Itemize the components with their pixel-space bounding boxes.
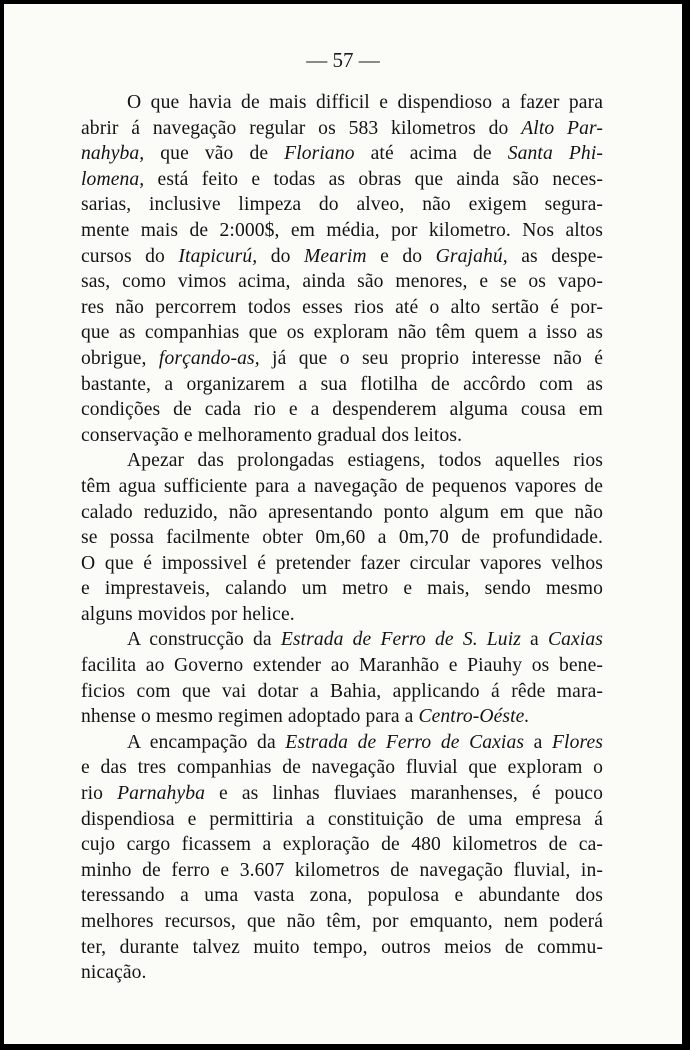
- text-run: a: [520, 629, 548, 651]
- book-page: [4, 4, 682, 1044]
- text-run: res não percorrem todos esses rios até o alto sertão é por-: [81, 296, 603, 318]
- italic-text: Centro-Oéste.: [418, 706, 530, 728]
- text-line: [81, 858, 603, 884]
- text-run: obrigue,: [81, 347, 159, 369]
- italic-text: Caxias: [547, 629, 603, 651]
- text-line: [81, 755, 603, 781]
- text-line: [81, 730, 603, 756]
- text-run: do: [257, 245, 304, 267]
- text-run: bastante, a organizarem a sua flotilha de accôrdo com as: [81, 373, 603, 395]
- text-run: e imprestaveis, calando um metro e mais, sendo mesmo: [81, 578, 603, 600]
- text-line: [81, 295, 603, 321]
- text-line: [81, 192, 603, 218]
- text-run: conservação e melhoramento gradual dos leitos.: [81, 424, 463, 446]
- text-line: [81, 576, 603, 602]
- text-line: [81, 90, 603, 116]
- text-run: e as linhas fluviaes maranhenses, é pouco: [205, 783, 603, 805]
- text-run: já que o seu proprio interesse não é: [259, 347, 603, 369]
- text-run: sas, como vimos acima, ainda são menores, e se os vapo-: [81, 271, 603, 293]
- text-line: [81, 653, 603, 679]
- text-run: dispendiosa e permittiria a constituição de uma empresa á: [81, 808, 603, 830]
- text-line: [81, 500, 603, 526]
- text-run: se possa facilmente obter 0m,60 a 0m,70 de profundidade.: [81, 527, 603, 549]
- text-line: [81, 167, 603, 193]
- italic-text: Estrada de Ferro de S. Luiz: [280, 629, 521, 651]
- text-line: [81, 525, 603, 551]
- body-text: [81, 90, 603, 986]
- text-run: têm agua sufficiente para a navegação de pequenos vapores de: [81, 475, 603, 497]
- text-run: calado reduzido, não apresentando ponto algum em que não: [81, 501, 603, 523]
- text-line: [81, 627, 603, 653]
- italic-text: Itapicurú,: [178, 245, 258, 267]
- text-run: a: [524, 731, 552, 753]
- text-line: [81, 397, 603, 423]
- text-line: [81, 269, 603, 295]
- text-line: [81, 116, 603, 142]
- text-run: facilita ao Governo extender ao Maranhão e Piauhy os bene-: [81, 655, 603, 677]
- italic-text: nahyba,: [81, 143, 145, 165]
- text-run: até acima de: [354, 143, 508, 165]
- text-run: A encampação da: [127, 731, 286, 753]
- text-line: [81, 679, 603, 705]
- text-line: [81, 909, 603, 935]
- text-line: [81, 320, 603, 346]
- text-line: [81, 781, 603, 807]
- text-line: [81, 960, 603, 986]
- text-run: alguns movidos por helice.: [81, 603, 295, 625]
- text-line: [81, 832, 603, 858]
- text-run: A construcção da: [127, 629, 281, 651]
- italic-text: Estrada de Ferro de Caxias: [285, 731, 525, 753]
- text-line: [81, 883, 603, 909]
- text-run: rio: [81, 783, 118, 805]
- text-line: [81, 218, 603, 244]
- text-line: [81, 141, 603, 167]
- text-run: melhores recursos, que não têm, por emquanto, nem poderá: [81, 911, 603, 932]
- paragraph: [81, 90, 603, 448]
- text-run: condições de cada rio e a despenderem alguma cousa em: [81, 399, 603, 421]
- text-run: e das tres companhias de navegação fluvial que exploram o: [81, 757, 603, 779]
- text-line: [81, 551, 603, 577]
- text-line: [81, 935, 603, 961]
- text-run: O que havia de mais difficil e dispendioso a fazer para: [127, 92, 603, 113]
- text-line: [81, 448, 603, 474]
- italic-text: Alto Par-: [521, 117, 603, 139]
- text-run: mente mais de 2:000$, em média, por kilometro. Nos altos: [81, 219, 603, 241]
- text-run: sarias, inclusive limpeza do alveo, não exigem segura-: [81, 194, 603, 216]
- text-run: O que é impossivel é pretender fazer circular vapores velhos: [81, 552, 603, 574]
- text-run: que vão de: [144, 143, 285, 165]
- text-run: teressando a uma vasta zona, populosa e abundante dos: [81, 885, 603, 907]
- text-run: que as companhias que os exploram não têm quem a isso as: [81, 322, 603, 344]
- italic-text: Santa Phi-: [507, 143, 603, 165]
- text-line: [81, 474, 603, 500]
- italic-text: forçando-as,: [158, 347, 260, 369]
- text-run: cujo cargo ficassem a exploração de 480 kilometros de ca-: [81, 834, 603, 856]
- text-run: nhense o mesmo regimen adoptado para a: [81, 706, 419, 728]
- italic-text: Mearim: [304, 245, 367, 267]
- text-line: [81, 704, 603, 730]
- text-line: [81, 807, 603, 833]
- text-line: [81, 346, 603, 372]
- paragraph: [81, 448, 603, 627]
- text-run: ter, durante talvez muito tempo, outros meios de commu-: [81, 936, 603, 958]
- italic-text: Grajahú,: [435, 245, 508, 267]
- italic-text: Parnahyba: [117, 783, 206, 805]
- text-run: nicação.: [81, 962, 147, 984]
- text-line: [81, 244, 603, 270]
- text-run: abrir á navegação regular os 583 kilometros do: [81, 117, 522, 139]
- text-run: minho de ferro e 3.607 kilometros de navegação fluvial, in-: [81, 859, 603, 881]
- text-line: [81, 602, 603, 628]
- text-line: [81, 423, 603, 449]
- text-run: e do: [366, 245, 436, 267]
- text-run: cursos do: [81, 245, 179, 267]
- paragraph: [81, 730, 603, 986]
- text-run: ficios com que vai dotar a Bahia, applicando á rêde mara-: [81, 680, 603, 702]
- text-line: [81, 372, 603, 398]
- italic-text: lomena,: [81, 168, 145, 190]
- text-run: as despe-: [507, 245, 603, 267]
- paragraph: [81, 627, 603, 729]
- italic-text: Flores: [551, 731, 604, 753]
- text-run: Apezar das prolongadas estiagens, todos aquelles rios: [127, 450, 603, 472]
- italic-text: Floriano: [284, 143, 355, 165]
- page-number: — 57 —: [306, 48, 380, 72]
- text-run: está feito e todas as obras que ainda são neces-: [144, 168, 603, 190]
